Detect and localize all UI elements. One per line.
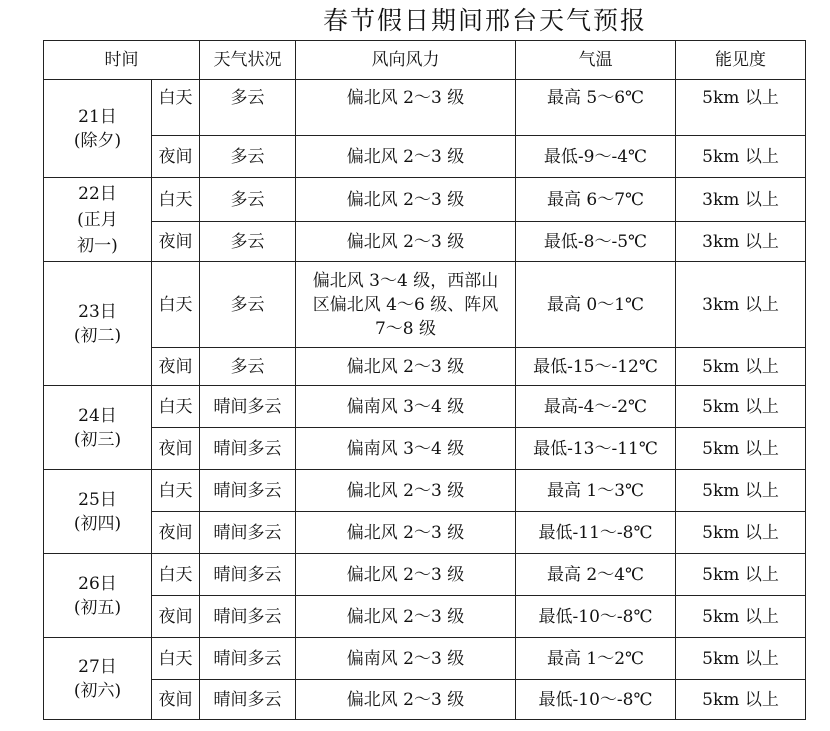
- table-row: [44, 470, 806, 512]
- wind-cell: 偏北风 2～3 级: [296, 136, 516, 178]
- table-row: [44, 222, 806, 262]
- period-cell: 夜间: [152, 680, 200, 720]
- weather-cell: 晴间多云: [200, 596, 296, 638]
- temp-cell: 最低-9～-4℃: [516, 136, 676, 178]
- temp-cell: 最高 0～1℃: [516, 262, 676, 348]
- lunar-label: (初六): [73, 680, 122, 701]
- period-cell: 夜间: [152, 596, 200, 638]
- weather-cell: 多云: [200, 80, 296, 136]
- temp-cell: 最高 1～2℃: [516, 638, 676, 680]
- visibility-cell: 5km 以上: [676, 428, 806, 470]
- wind-cell: 偏南风 2～3 级: [296, 638, 516, 680]
- lunar-label: (初三): [73, 429, 122, 450]
- visibility-cell: 3km 以上: [676, 178, 806, 222]
- temp-cell: 最高-4～-2℃: [516, 386, 676, 428]
- wind-cell: 偏北风 2～3 级: [296, 80, 516, 136]
- weather-cell: 晴间多云: [200, 554, 296, 596]
- date-cell: [44, 638, 152, 720]
- header-weather: 天气状况: [200, 41, 296, 80]
- header-temp: 气温: [516, 41, 676, 80]
- table-row: [44, 136, 806, 178]
- wind-cell: 偏北风 2～3 级: [296, 348, 516, 386]
- wind-line: 偏北风 3～4 级，西部山: [312, 270, 499, 291]
- wind-cell: [296, 262, 516, 348]
- wind-cell: 偏南风 3～4 级: [296, 428, 516, 470]
- wind-cell: 偏北风 2～3 级: [296, 554, 516, 596]
- temp-cell: 最高 5～6℃: [516, 80, 676, 136]
- wind-cell: 偏北风 2～3 级: [296, 222, 516, 262]
- visibility-cell: 5km 以上: [676, 386, 806, 428]
- date-cell: [44, 178, 152, 262]
- wind-line: 区偏北风 4～6 级、阵风: [312, 294, 499, 315]
- temp-cell: 最高 2～4℃: [516, 554, 676, 596]
- period-cell: 夜间: [152, 136, 200, 178]
- visibility-cell: 5km 以上: [676, 80, 806, 136]
- visibility-cell: 5km 以上: [676, 470, 806, 512]
- date-label: 27日: [78, 656, 117, 677]
- period-cell: 夜间: [152, 222, 200, 262]
- weather-cell: 多云: [200, 178, 296, 222]
- date-label: 24日: [78, 405, 117, 426]
- wind-cell: 偏北风 2～3 级: [296, 512, 516, 554]
- temp-cell: 最低-8～-5℃: [516, 222, 676, 262]
- wind-cell: 偏南风 3～4 级: [296, 386, 516, 428]
- header-wind: 风向风力: [296, 41, 516, 80]
- weather-cell: 多云: [200, 348, 296, 386]
- weather-cell: 晴间多云: [200, 512, 296, 554]
- table-header-row: [44, 41, 806, 80]
- period-cell: 白天: [152, 554, 200, 596]
- table-row: [44, 262, 806, 348]
- forecast-table: [43, 40, 806, 720]
- lunar-label: (正月: [77, 209, 118, 230]
- visibility-cell: 5km 以上: [676, 638, 806, 680]
- period-cell: 白天: [152, 470, 200, 512]
- date-cell: [44, 386, 152, 470]
- temp-cell: 最低-15～-12℃: [516, 348, 676, 386]
- weather-cell: 晴间多云: [200, 470, 296, 512]
- lunar-label: (初二): [73, 325, 122, 346]
- date-label: 26日: [78, 573, 117, 594]
- lunar-label-2: 初一): [77, 235, 118, 256]
- wind-line: 7～8 级: [374, 318, 437, 339]
- weather-cell: 晴间多云: [200, 428, 296, 470]
- date-label: 22日: [78, 183, 117, 204]
- lunar-label: (初五): [73, 597, 122, 618]
- wind-cell: 偏北风 2～3 级: [296, 470, 516, 512]
- table-row: [44, 512, 806, 554]
- date-label: 23日: [78, 301, 117, 322]
- visibility-cell: 5km 以上: [676, 136, 806, 178]
- visibility-cell: 5km 以上: [676, 554, 806, 596]
- lunar-label: (初四): [73, 513, 122, 534]
- visibility-cell: 5km 以上: [676, 348, 806, 386]
- temp-cell: 最高 6～7℃: [516, 178, 676, 222]
- table-row: [44, 596, 806, 638]
- date-cell: [44, 262, 152, 386]
- page-title: 春节假日期间邢台天气预报: [322, 6, 647, 35]
- header-time: 时间: [44, 41, 200, 80]
- table-row: [44, 680, 806, 720]
- period-cell: 白天: [152, 262, 200, 348]
- temp-cell: 最低-10～-8℃: [516, 596, 676, 638]
- temp-cell: 最高 1～3℃: [516, 470, 676, 512]
- table-row: [44, 638, 806, 680]
- visibility-cell: 3km 以上: [676, 262, 806, 348]
- temp-cell: 最低-13～-11℃: [516, 428, 676, 470]
- period-cell: 夜间: [152, 348, 200, 386]
- wind-cell: 偏北风 2～3 级: [296, 178, 516, 222]
- weather-cell: 晴间多云: [200, 638, 296, 680]
- header-visibility: 能见度: [676, 41, 806, 80]
- date-label: 21日: [78, 106, 117, 127]
- weather-cell: 多云: [200, 222, 296, 262]
- table-row: [44, 386, 806, 428]
- table-row: [44, 554, 806, 596]
- date-cell: [44, 470, 152, 554]
- period-cell: 白天: [152, 638, 200, 680]
- period-cell: 夜间: [152, 428, 200, 470]
- visibility-cell: 5km 以上: [676, 512, 806, 554]
- date-label: 25日: [78, 489, 117, 510]
- weather-cell: 多云: [200, 262, 296, 348]
- visibility-cell: 3km 以上: [676, 222, 806, 262]
- lunar-label: (除夕): [73, 130, 122, 151]
- period-cell: 白天: [152, 178, 200, 222]
- visibility-cell: 5km 以上: [676, 680, 806, 720]
- period-cell: 白天: [152, 80, 200, 136]
- temp-cell: 最低-10～-8℃: [516, 680, 676, 720]
- table-row: [44, 80, 806, 136]
- wind-cell: 偏北风 2～3 级: [296, 596, 516, 638]
- weather-cell: 多云: [200, 136, 296, 178]
- period-cell: 白天: [152, 386, 200, 428]
- temp-cell: 最低-11～-8℃: [516, 512, 676, 554]
- visibility-cell: 5km 以上: [676, 596, 806, 638]
- weather-cell: 晴间多云: [200, 386, 296, 428]
- date-cell: [44, 554, 152, 638]
- date-cell: [44, 80, 152, 178]
- table-row: [44, 348, 806, 386]
- table-row: [44, 428, 806, 470]
- period-cell: 夜间: [152, 512, 200, 554]
- weather-cell: 晴间多云: [200, 680, 296, 720]
- wind-cell: 偏北风 2～3 级: [296, 680, 516, 720]
- table-row: [44, 178, 806, 222]
